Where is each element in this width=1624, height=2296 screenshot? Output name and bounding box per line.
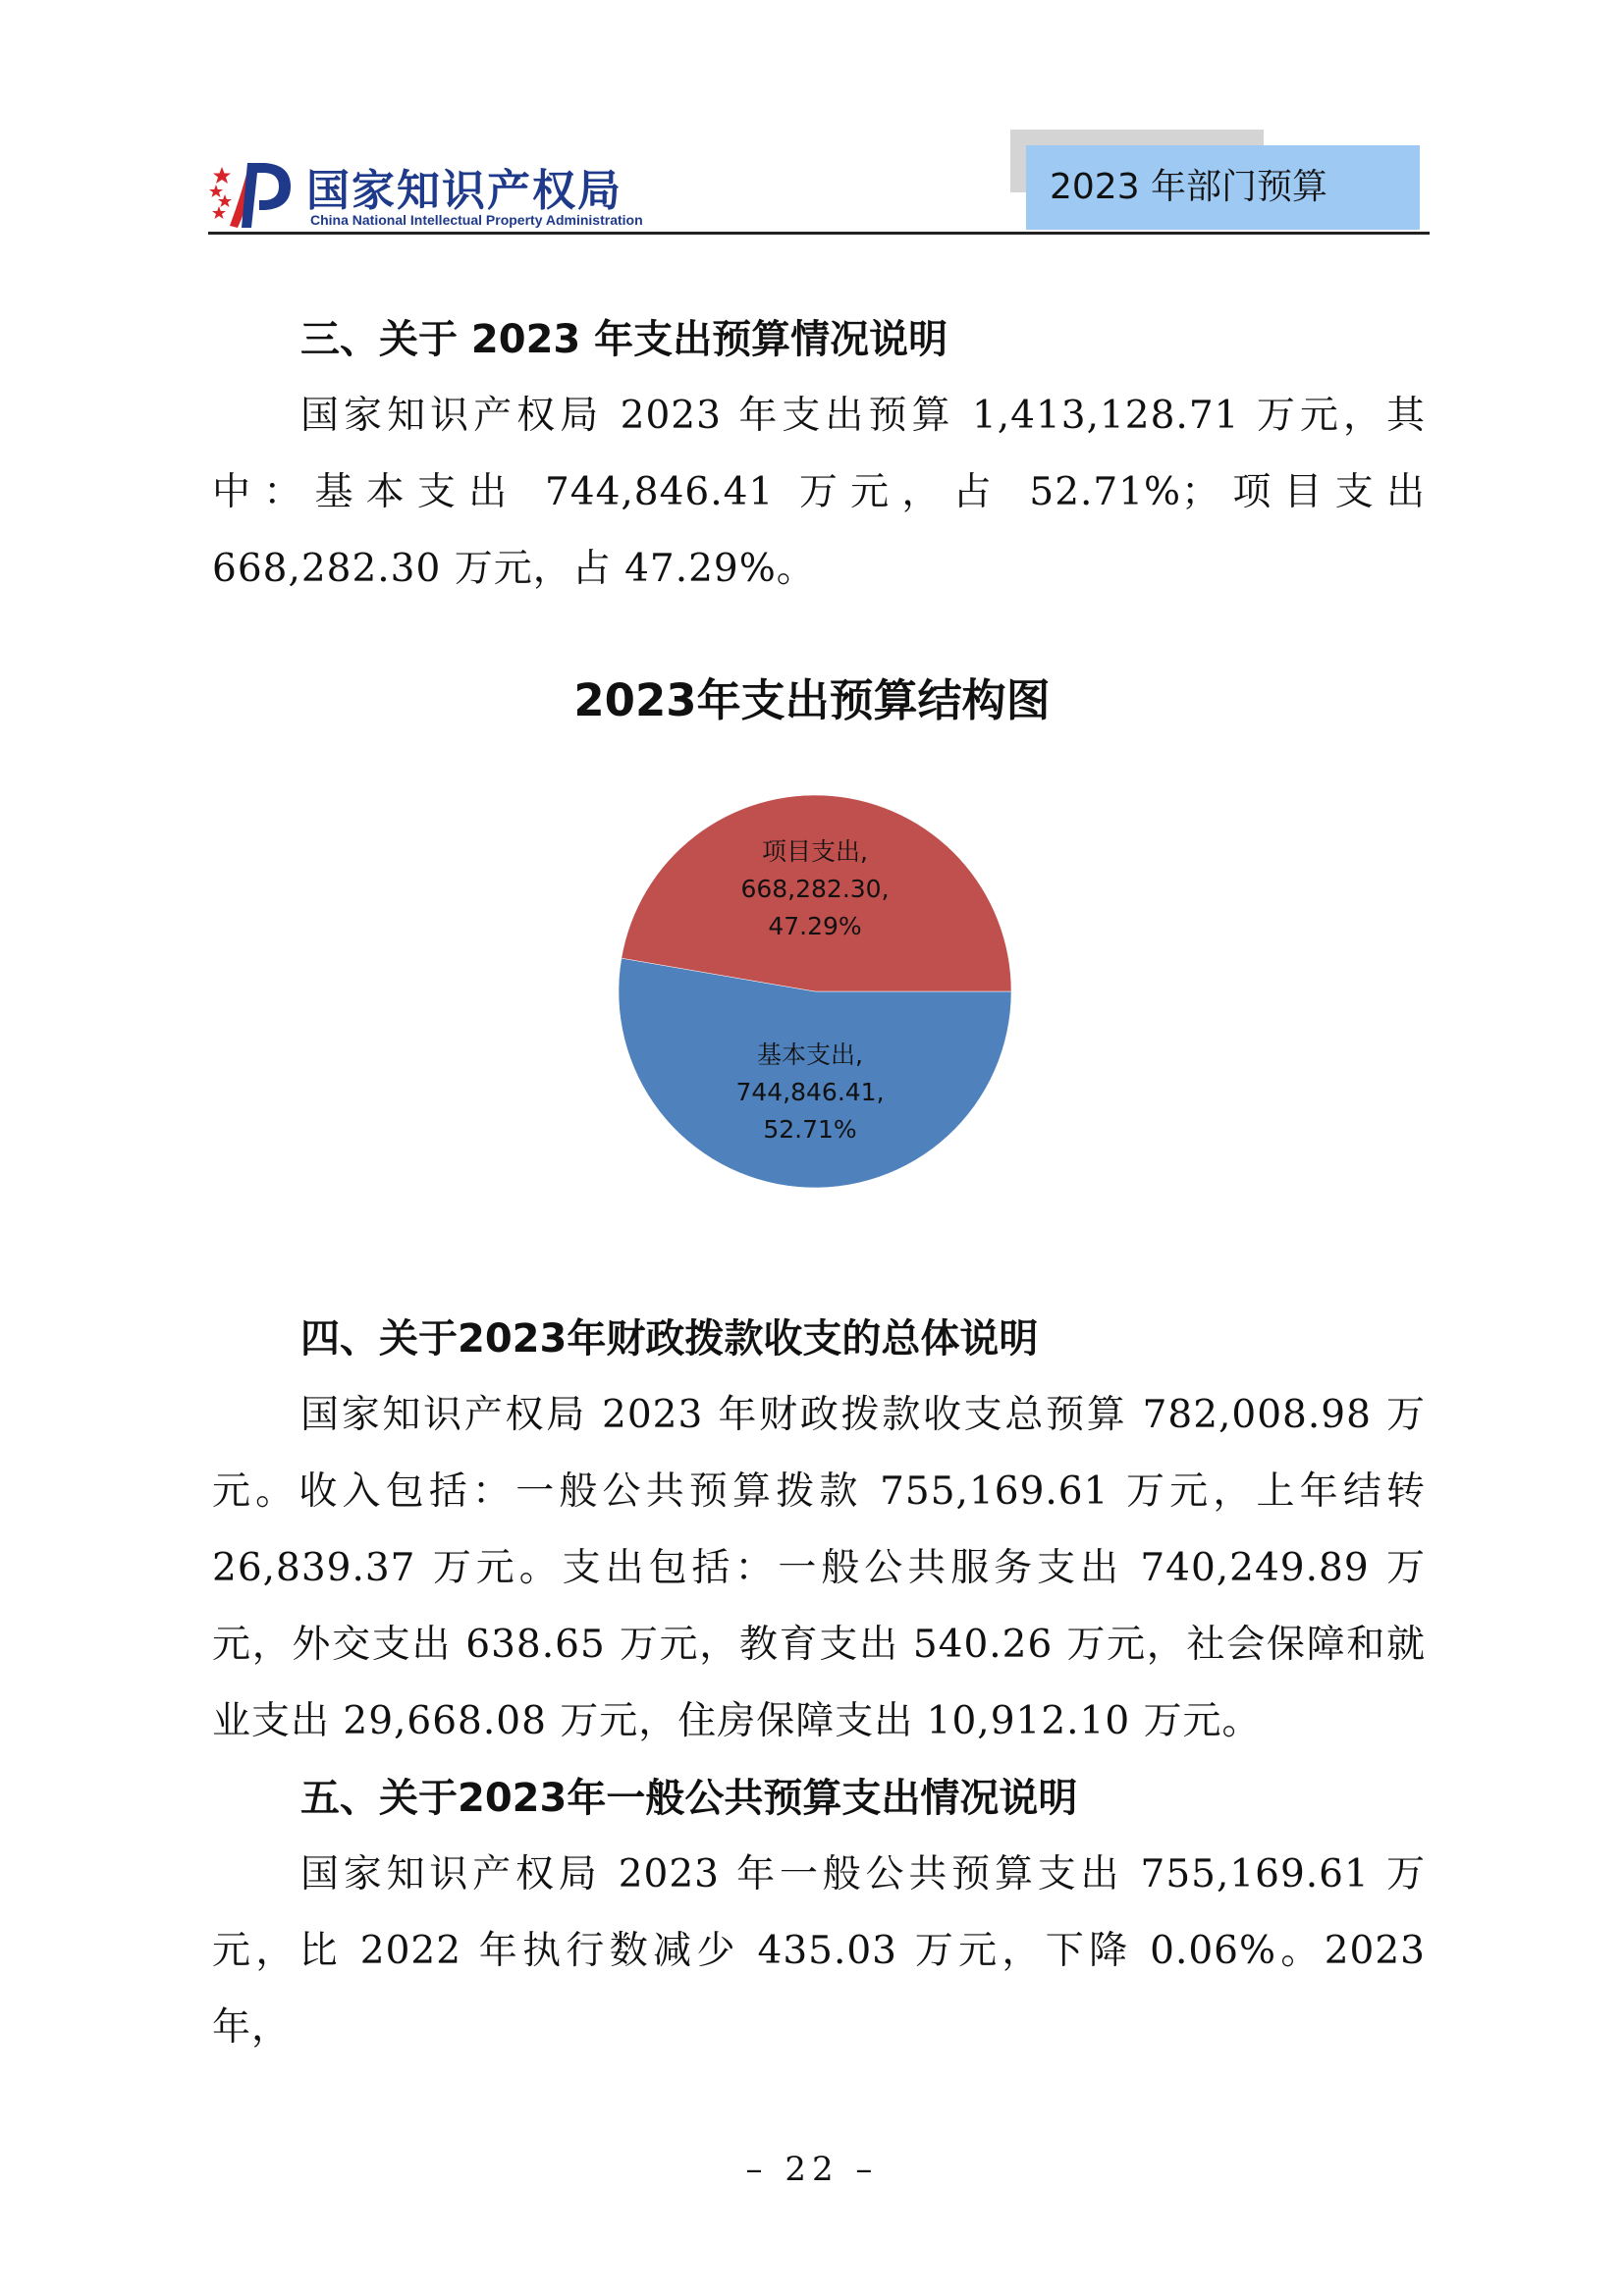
logo-star [212,206,226,219]
page-number: – 22 – [745,2150,879,2189]
slice-label-project-value: 668,282.30, [740,875,890,903]
slice-label-project-name: 项目支出, [762,837,868,866]
section-4-heading: 四、关于2023年财政拨款收支的总体说明 [300,1316,1039,1362]
slice-label-basic-name: 基本支出, [757,1041,863,1069]
section-4-paragraph: 国家知识产权局 2023 年财政拨款收支总预算 782,008.98 万元。收入包括：一般公共预算拨款 755,169.61 万元，上年结转 26,839.37 万元。支出包括：一般公共服务支出 740,249.89 万元，外交支出 638.65 万元，教育支出 540.26 万元，社会保障和就业支出 29,668.08 万元，住房保障支出 10,912.10 万元。 [212,1393,1426,1743]
cnipa-logo [208,155,297,234]
logo-star [213,167,231,184]
chart-title: 2023年支出预算结构图 [573,674,1051,726]
slice-label-project [697,833,933,945]
org-name: 国家知识产权局 [306,166,623,216]
slice-label-basic-percent: 52.71% [763,1115,857,1144]
slice-label-project-percent: 47.29% [768,912,862,940]
slice-label-basic-value: 744,846.41, [735,1078,885,1106]
header-divider [208,232,1430,235]
section-5-paragraph: 国家知识产权局 2023 年一般公共预算支出 755,169.61 万元，比 2022 年执行数减少 435.03 万元，下降 0.06%。2023 年， [212,1852,1426,2050]
section-5-heading: 五、关于2023年一般公共预算支出情况说明 [300,1776,1078,1821]
section-3-paragraph: 国家知识产权局 2023 年支出预算 1,413,128.71 万元，其中：基本支出 744,846.41 万元，占 52.71%；项目支出 668,282.30 万元，占 47.29%。 [212,394,1426,591]
section-3-heading: 三、关于 2023 年支出预算情况说明 [300,317,948,362]
org-name-english: China National Intellectual Property Administration [310,212,643,228]
document-title-tab: 2023 年部门预算 [1026,145,1420,230]
logo-star [209,185,223,197]
slice-label-basic [692,1037,928,1148]
logo-p-shape [242,163,291,228]
